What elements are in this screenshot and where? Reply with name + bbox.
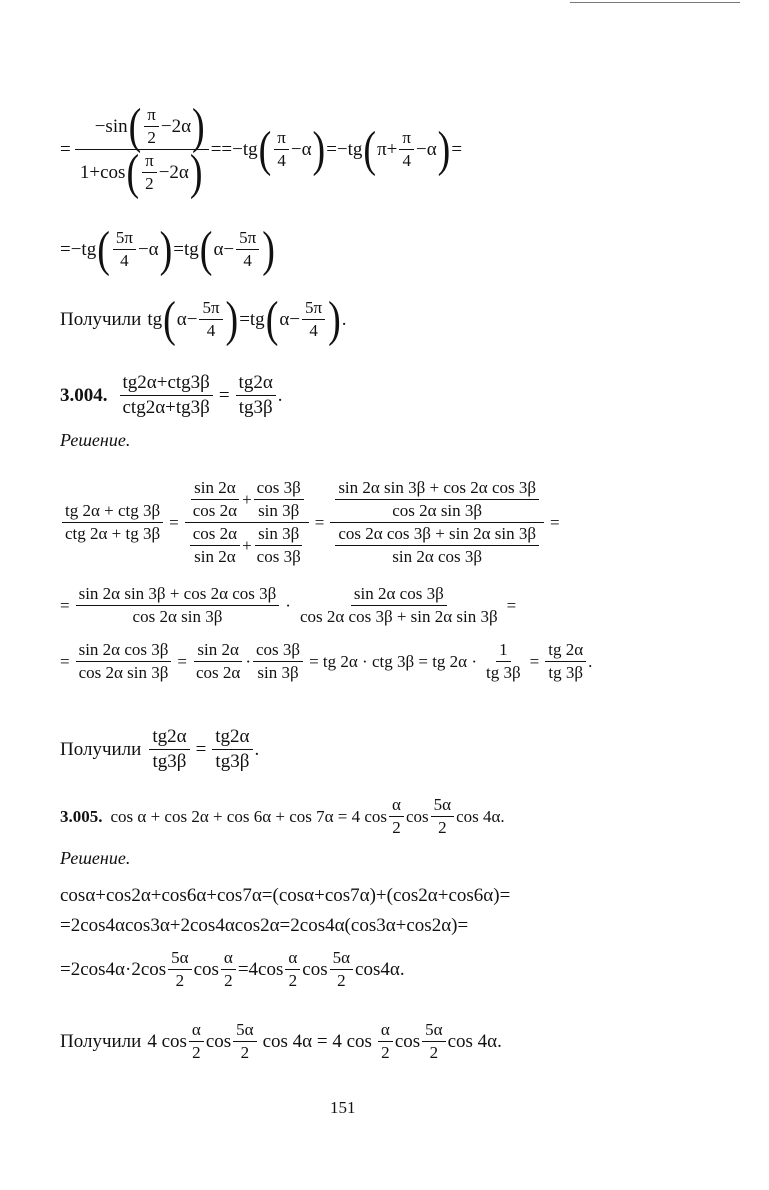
scan-mark-top (570, 2, 740, 3)
solution-3005-line-3: =2cos4α·2cos $\frac{5\alpha}{2}$ cos $\frac{\alpha}{2}$ =4cos $\frac{\alpha}{2}$ cos $\frac{5\alpha}{2}$ cos4α. (60, 948, 405, 990)
solution-3005-line-1: cosα+cos2α+cos6α+cos7α=(cosα+cos7α)+(cos2α+cos6α)= (60, 885, 511, 906)
solution-heading-3005: Решение. (60, 848, 131, 868)
big-fraction (75, 99, 209, 200)
problem-number: 3.004. (60, 384, 108, 406)
result-line-1: Получили tg ( α− $\frac{5\pi}{4}$ ) =tg ( α− $\frac{5\pi}{4}$ ) . (60, 292, 347, 347)
result-line-2: Получили $\frac{tg2\alpha}{tg3\beta}$ = $\frac{tg2\alpha}{tg3\beta}$ . (60, 726, 260, 772)
problem-3004: 3.004. $\frac{\text{tg2α+ctg3β}}{\text{ctg2α+tg3β}}$ = $\frac{tg2\alpha}{tg3\beta}$ . (60, 372, 283, 418)
nested-fraction: $\frac{\sin 2\alpha}{\cos 2\alpha}$ + $\frac{\cos 3\beta}{\sin 3\beta}$ $\frac{\cos 2\alpha}{\sin 2\alpha}$ + $\frac{\sin 3\beta}{\cos 3\beta}$ (185, 478, 309, 567)
solution-3004-line-3: = $\frac{\text{sin 2α cos 3β}}{\text{cos 2α sin 3β}}$ = $\frac{\sin 2\alpha}{\cos 2\alpha}$ · $\frac{\cos 3\beta}{\sin 3\beta}$ = tg 2α · ctg 3β = tg 2α · $\frac{1}{tg 3\beta}$ = $\frac{tg 2\alpha}{tg 3\beta}$ . (60, 640, 593, 682)
big-fraction-denominator: 1+cos ( $\frac{\pi}{2}$ −2α ) (79, 145, 203, 200)
equation-line-2: =−tg ( $\frac{5\pi}{4}$ −α ) =tg ( α− $\frac{5\pi}{4}$ ) (60, 222, 275, 277)
equation-line-1: = −sin ( $\frac{\pi}{2}$ −2α ) 1+cos ( $\frac{\pi}{2}$ −2α ) ==−tg ( $\frac{\pi}{4}$ −α ) =−tg ( π+ $\frac{\pi}{4}$ −α ) = (60, 99, 463, 200)
result-line-3: Получили 4 cos $\frac{\alpha}{2}$ cos $\frac{5\alpha}{2}$ cos 4α = 4 cos $\frac{\alpha}{2}$ cos $\frac{5\alpha}{2}$ cos 4α. (60, 1020, 502, 1062)
solution-3005-line-2: =2cos4αcos3α+2cos4αcos2α=2cos4α(cos3α+cos2α)= (60, 915, 469, 936)
solution-heading-3004: Решение. (60, 430, 131, 450)
nested-fraction-2: $\frac{\frac{\text{sin 2α sin 3β + cos 2α cos 3β}}{\text{cos 2α sin 3β}}}{\frac{\text{cos 2α cos 3β + sin 2α sin 3β}}{\text{sin 2α cos 3β}}}$ (330, 478, 544, 567)
solution-3004-line-1: $\frac{\text{tg 2α + ctg 3β}}{\text{ctg 2α + tg 3β}}$ = $\frac{\sin 2\alpha}{\cos 2\alpha}$ + $\frac{\cos 3\beta}{\sin 3\beta}$ $\frac{\cos 2\alpha}{\sin 2\alpha}$ + $\frac{\sin 3\beta}{\cos 3\beta}$ = $\frac{\frac{\text{sin 2α sin 3β + cos 2α cos 3β}}{\text{cos 2α sin 3β}}}{\frac{\text{cos 2α cos 3β + sin 2α sin 3β}}{\text{sin 2α cos 3β}}}$ = (60, 478, 564, 567)
page-number: 151 (330, 1098, 356, 1117)
problem-3005: 3.005. cos α + cos 2α + cos 6α + cos 7α = 4 cos $\frac{\alpha}{2}$ cos $\frac{5\alpha}{2}$ cos 4α. (60, 795, 505, 837)
solution-3004-line-2: = $\frac{\text{sin 2α sin 3β + cos 2α cos 3β}}{\text{cos 2α sin 3β}}$ · $\frac{\text{sin 2α cos 3β}}{\text{cos 2α cos 3β + sin 2α sin 3β}}$ = (60, 584, 517, 626)
eq-sign: = (60, 138, 71, 160)
problem-number: 3.005. (60, 806, 103, 826)
big-fraction-numerator: −sin ( $\frac{\pi}{2}$ −2α ) (75, 105, 209, 150)
